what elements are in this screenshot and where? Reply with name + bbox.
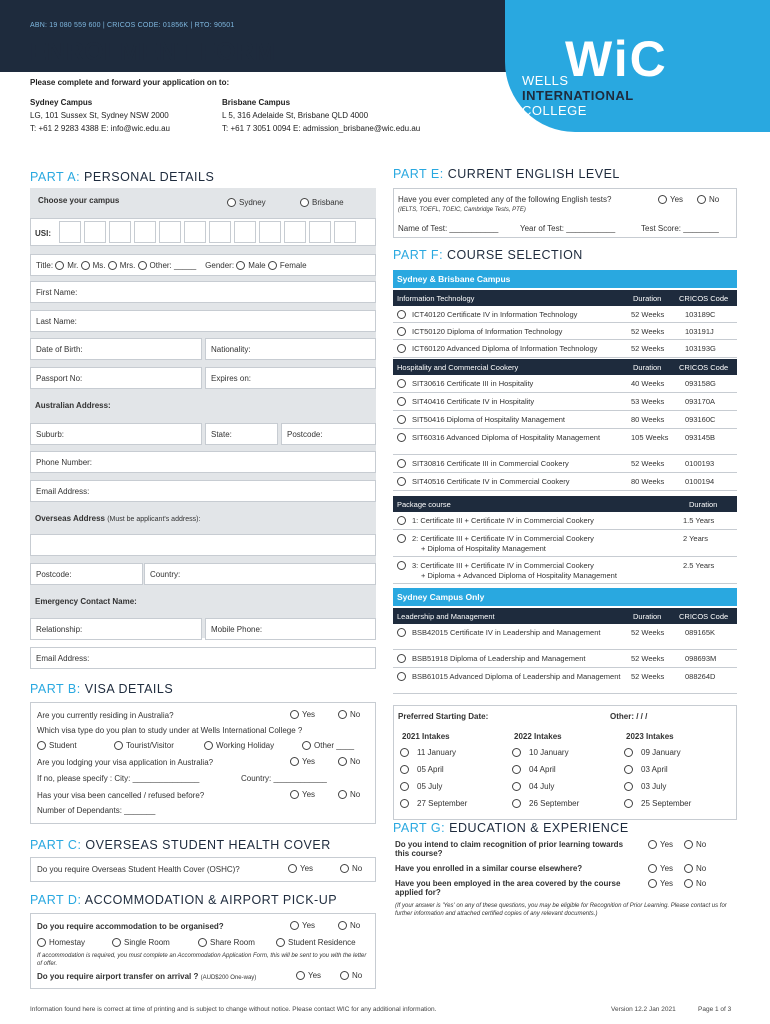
suburb-field[interactable]: Suburb: xyxy=(30,423,202,445)
course-cricos: 089165K xyxy=(685,628,716,637)
passport-field[interactable]: Passport No: xyxy=(30,367,202,389)
intake-year: 2023 Intakes xyxy=(626,732,674,741)
intake-date-radio[interactable]: 25 September xyxy=(624,799,691,808)
course-duration: 105 Weeks xyxy=(631,433,669,442)
oshc-question: Do you require Overseas Student Health Cover (OSHC)? xyxy=(37,865,240,874)
footer-version: Version 12.2 Jan 2021 xyxy=(611,1006,676,1013)
course-name: BSB51918 Diploma of Leadership and Management xyxy=(412,654,586,663)
visa-country-field[interactable]: Country: ____________ xyxy=(241,774,327,783)
course-duration: 52 Weeks xyxy=(631,628,665,637)
part-b-heading: PART B: VISA DETAILS xyxy=(30,682,174,696)
course-duration: 53 Weeks xyxy=(631,397,665,406)
expires-field[interactable]: Expires on: xyxy=(205,367,376,389)
visa-working-radio[interactable]: Working Holiday xyxy=(204,741,274,750)
english-no-radio[interactable]: No xyxy=(697,195,719,204)
course-cricos: 093158G xyxy=(685,379,716,388)
course-duration: 40 Weeks xyxy=(631,379,665,388)
overseas-address-label: Overseas Address (Must be applicant's address): xyxy=(35,514,201,523)
overseas-postcode-field[interactable]: Postcode: xyxy=(30,563,143,585)
course-radio[interactable] xyxy=(397,310,406,319)
course-name: ICT40120 Certificate IV in Information Technology xyxy=(412,310,578,319)
package-name-line2: + Diploma of Hospitality Management xyxy=(421,544,546,553)
course-row[interactable] xyxy=(393,324,737,340)
course-duration: 80 Weeks xyxy=(631,415,665,424)
english-test-list: (IELTS, TOEFL, TOEIC, Cambridge Tests, PTE) xyxy=(398,207,526,213)
usi-input[interactable] xyxy=(56,221,356,243)
logo-mark: WiC xyxy=(565,31,668,87)
course-name: ICT60120 Advanced Diploma of Information Technology xyxy=(412,344,598,353)
relationship-field[interactable]: Relationship: xyxy=(30,618,202,640)
course-duration: 52 Weeks xyxy=(631,459,665,468)
course-name: BSB61015 Advanced Diploma of Leadership and Management xyxy=(412,672,621,681)
abn-line: ABN: 19 080 559 600 | CRICOS CODE: 01856K | RTO: 90501 xyxy=(30,22,235,29)
intake-date-radio[interactable]: 10 January xyxy=(512,748,569,757)
homestay-radio[interactable]: Homestay xyxy=(37,938,85,947)
oshc-no-radio[interactable]: No xyxy=(340,864,362,873)
footer-notice: Information found here is correct at time of printing and is subject to change without notice. Please contact WIC for any additional information. xyxy=(30,1006,437,1013)
city-field[interactable]: If no, please specify : City: _______________ xyxy=(37,774,200,783)
course-duration: 52 Weeks xyxy=(631,672,665,681)
mobile-field[interactable]: Mobile Phone: xyxy=(205,618,376,640)
package-name: 2: Certificate III + Certificate IV in Commercial Cookery xyxy=(412,534,594,543)
logo-international: INTERNATIONAL xyxy=(522,88,634,103)
course-radio[interactable] xyxy=(397,654,406,663)
package-radio[interactable] xyxy=(397,534,406,543)
campus-brisbane-radio[interactable]: Brisbane xyxy=(300,198,344,207)
test-year-field[interactable]: Year of Test: ___________ xyxy=(520,224,616,233)
course-row[interactable] xyxy=(393,456,737,473)
sydney-campus-contact: T: +61 2 9283 4388 E: info@wic.edu.au xyxy=(30,124,170,133)
part-c-heading: PART C: OVERSEAS STUDENT HEALTH COVER xyxy=(30,838,331,852)
course-name: SIT50416 Diploma of Hospitality Management xyxy=(412,415,565,424)
intake-date-radio[interactable]: 05 July xyxy=(400,782,442,791)
lodging-question: Are you lodging your visa application in Australia? xyxy=(37,758,214,767)
course-radio[interactable] xyxy=(397,433,406,442)
package-name: 3: Certificate III + Certificate IV in Commercial Cookery xyxy=(412,561,594,570)
rpl-yes-radio[interactable]: Yes xyxy=(648,840,673,849)
package-duration: 1.5 Years xyxy=(683,516,715,525)
dob-field[interactable]: Date of Birth: xyxy=(30,338,202,360)
residing-no-radio[interactable]: No xyxy=(338,710,360,719)
course-cricos: 103189C xyxy=(685,310,716,319)
emergency-email-field[interactable]: Email Address: xyxy=(30,647,376,669)
employed-question: Have you been employed in the area covered by the course applied for? xyxy=(395,879,621,897)
course-cricos: 093145B xyxy=(685,433,716,442)
airport-no-radio[interactable]: No xyxy=(340,971,362,980)
start-date-label: Preferred Starting Date: xyxy=(398,712,489,721)
course-cricos: 0100193 xyxy=(685,459,715,468)
choose-campus-label: Choose your campus xyxy=(38,196,120,205)
course-cricos: 103193G xyxy=(685,344,716,353)
course-name: ICT50120 Diploma of Information Technology xyxy=(412,327,563,336)
accommodation-yes-radio[interactable]: Yes xyxy=(290,921,315,930)
intake-date-radio[interactable]: 04 July xyxy=(512,782,554,791)
visa-type-question: Which visa type do you plan to study under at Wells International College ? xyxy=(37,726,303,735)
course-row[interactable] xyxy=(393,474,737,491)
package-row[interactable] xyxy=(393,558,737,584)
course-name: SIT60316 Advanced Diploma of Hospitality Management xyxy=(412,433,601,442)
cancelled-yes-radio[interactable]: Yes xyxy=(290,790,315,799)
logo-wells: WELLS xyxy=(522,73,569,88)
mrs-radio[interactable] xyxy=(108,261,117,270)
overseas-address-field[interactable] xyxy=(30,534,376,556)
intake-date-radio[interactable]: 09 January xyxy=(624,748,681,757)
course-duration: 52 Weeks xyxy=(631,654,665,663)
intake-date-radio[interactable]: 27 September xyxy=(400,799,467,808)
similar-yes-radio[interactable]: Yes xyxy=(648,864,673,873)
package-radio[interactable] xyxy=(397,561,406,570)
course-radio[interactable] xyxy=(397,379,406,388)
brisbane-campus-name: Brisbane Campus xyxy=(222,98,291,107)
course-radio[interactable] xyxy=(397,672,406,681)
package-row[interactable] xyxy=(393,531,737,557)
package-radio[interactable] xyxy=(397,516,406,525)
state-field[interactable]: State: xyxy=(205,423,278,445)
intake-date-radio[interactable]: 11 January xyxy=(400,748,456,757)
visa-other-radio[interactable]: Other ____ xyxy=(302,741,354,750)
accommodation-question: Do you require accommodation to be organised? xyxy=(37,922,224,931)
visa-tourist-radio[interactable]: Tourist/Visitor xyxy=(114,741,174,750)
lodging-yes-radio[interactable]: Yes xyxy=(290,757,315,766)
intake-date-radio[interactable]: 03 July xyxy=(624,782,666,791)
other-date-field[interactable]: Other: / / / xyxy=(610,712,648,721)
residing-question: Are you currently residing in Australia? xyxy=(37,711,174,720)
employed-no-radio[interactable]: No xyxy=(684,879,706,888)
rpl-note: (If your answer is 'Yes' on any of these questions, you may be eligible for Recognition of Prior Learning. Please contact us for further information and attached certified copies of any relevant documents.) xyxy=(395,903,727,917)
course-cricos: 103191J xyxy=(685,327,714,336)
course-name: SIT40516 Certificate IV in Commercial Cookery xyxy=(412,477,570,486)
course-cricos: 088264D xyxy=(685,672,716,681)
first-name-field[interactable]: First Name: xyxy=(30,281,376,303)
course-row[interactable] xyxy=(393,341,737,358)
phone-field[interactable]: Phone Number: xyxy=(30,451,376,473)
brisbane-campus-address: L 5, 316 Adelaide St, Brisbane QLD 4000 xyxy=(222,111,369,120)
course-duration: 52 Weeks xyxy=(631,310,665,319)
part-d-heading: PART D: ACCOMMODATION & AIRPORT PICK-UP xyxy=(30,893,338,907)
course-cricos: 093170A xyxy=(685,397,716,406)
logo-college: COLLEGE xyxy=(522,103,587,118)
student-residence-radio[interactable]: Student Residence xyxy=(276,938,356,947)
other-title-radio[interactable] xyxy=(138,261,147,270)
cancelled-question: Has your visa been cancelled / refused before? xyxy=(37,791,205,800)
course-name: SIT40416 Certificate IV in Hospitality xyxy=(412,397,535,406)
mr-radio[interactable] xyxy=(55,261,64,270)
sydney-campus-address: LG, 101 Sussex St, Sydney NSW 2000 xyxy=(30,111,169,120)
female-radio[interactable] xyxy=(268,261,277,270)
intake-year: 2021 Intakes xyxy=(402,732,450,741)
it-header: Information Technology Duration CRICOS Code xyxy=(393,290,737,306)
cancelled-no-radio[interactable]: No xyxy=(338,790,360,799)
form-title: ENROLMENT FORM xyxy=(30,38,276,66)
part-e-heading: PART E: CURRENT ENGLISH LEVEL xyxy=(393,167,620,181)
usi-label: USI: xyxy=(35,229,51,238)
course-row[interactable] xyxy=(393,651,737,668)
ms-radio[interactable] xyxy=(81,261,90,270)
course-duration: 52 Weeks xyxy=(631,344,665,353)
course-row[interactable] xyxy=(393,669,737,694)
english-yes-radio[interactable]: Yes xyxy=(658,195,683,204)
syd-only-bar: Sydney Campus Only xyxy=(393,588,737,606)
intake-date-radio[interactable]: 05 April xyxy=(400,765,444,774)
instruction: Please complete and forward your application on to: xyxy=(30,78,230,87)
rpl-no-radio[interactable]: No xyxy=(684,840,706,849)
course-name: BSB42015 Certificate IV in Leadership and Management xyxy=(412,628,601,637)
footer-page: Page 1 of 3 xyxy=(698,1006,732,1013)
lodging-no-radio[interactable]: No xyxy=(338,757,360,766)
course-row[interactable] xyxy=(393,394,737,411)
course-radio[interactable] xyxy=(397,415,406,424)
intake-date-radio[interactable]: 04 April xyxy=(512,765,556,774)
rpl-question: Do you intend to claim recognition of prior learning towards this course? xyxy=(395,840,624,858)
package-duration: 2 Years xyxy=(683,534,709,543)
course-name: SIT30816 Certificate III in Commercial Cookery xyxy=(412,459,569,468)
package-name: 1: Certificate III + Certificate IV in Commercial Cookery xyxy=(412,516,594,525)
course-cricos: 098693M xyxy=(685,654,717,663)
share-room-radio[interactable]: Share Room xyxy=(198,938,255,947)
course-radio[interactable] xyxy=(397,327,406,336)
test-name-field[interactable]: Name of Test: ___________ xyxy=(398,224,499,233)
intake-year: 2022 Intakes xyxy=(514,732,562,741)
accommodation-no-radio[interactable]: No xyxy=(338,921,360,930)
course-radio[interactable] xyxy=(397,397,406,406)
visa-student-radio[interactable]: Student xyxy=(37,741,77,750)
part-g-heading: PART G: EDUCATION & EXPERIENCE xyxy=(393,821,629,835)
brisbane-campus-contact: T: +61 7 3051 0094 E: admission_brisbane@wic.edu.au xyxy=(222,124,421,133)
similar-no-radio[interactable]: No xyxy=(684,864,706,873)
course-row[interactable] xyxy=(393,376,737,393)
course-row[interactable] xyxy=(393,625,737,650)
course-row[interactable] xyxy=(393,430,737,455)
accommodation-note: If accommodation is required, you must complete an Accommodation Application Form, this will be sent to you with the letter of offer. xyxy=(37,953,367,967)
nationality-field[interactable]: Nationality: xyxy=(205,338,376,360)
course-duration: 52 Weeks xyxy=(631,327,665,336)
course-row[interactable] xyxy=(393,307,737,323)
course-radio[interactable] xyxy=(397,628,406,637)
aus-address-label: Australian Address: xyxy=(35,401,111,410)
sydney-campus-name: Sydney Campus xyxy=(30,98,93,107)
male-radio[interactable] xyxy=(236,261,245,270)
campus-sydney-radio[interactable]: Sydney xyxy=(227,198,266,207)
course-radio[interactable] xyxy=(397,477,406,486)
emergency-contact-label: Emergency Contact Name: xyxy=(35,597,137,606)
hosp-header: Hospitality and Commercial Cookery Duration CRICOS Code xyxy=(393,359,737,375)
package-name-line2: + Diploma + Advanced Diploma of Hospitality Management xyxy=(421,571,617,580)
package-header: Package course Duration xyxy=(393,496,737,512)
part-f-heading: PART F: COURSE SELECTION xyxy=(393,248,583,262)
course-cricos: 093160C xyxy=(685,415,716,424)
lm-header: Leadership and Management Duration CRICOS Code xyxy=(393,608,737,624)
intake-date-radio[interactable]: 26 September xyxy=(512,799,579,808)
english-test-question: Have you ever completed any of the following English tests? xyxy=(398,195,612,204)
course-row[interactable] xyxy=(393,412,737,429)
employed-yes-radio[interactable]: Yes xyxy=(648,879,673,888)
email-field[interactable]: Email Address: xyxy=(30,480,376,502)
airport-question: Do you require airport transfer on arrival ? (AUD$200 One-way) xyxy=(37,972,257,981)
residing-yes-radio[interactable]: Yes xyxy=(290,710,315,719)
syd-bris-bar: Sydney & Brisbane Campus xyxy=(393,270,737,288)
similar-course-question: Have you enrolled in a similar course elsewhere? xyxy=(395,864,583,873)
intake-date-radio[interactable]: 03 April xyxy=(624,765,668,774)
dependants-field[interactable]: Number of Dependants: _______ xyxy=(37,806,156,815)
package-duration: 2.5 Years xyxy=(683,561,715,570)
single-room-radio[interactable]: Single Room xyxy=(112,938,170,947)
package-row[interactable] xyxy=(393,513,737,530)
course-duration: 80 Weeks xyxy=(631,477,665,486)
postcode-field[interactable]: Postcode: xyxy=(281,423,376,445)
airport-yes-radio[interactable]: Yes xyxy=(296,971,321,980)
title-gender-row: Title: Mr. Ms. Mrs. Other: _____ Gender: Male Female xyxy=(30,254,376,276)
last-name-field[interactable]: Last Name: xyxy=(30,310,376,332)
part-a-heading: PART A: PERSONAL DETAILS xyxy=(30,170,215,184)
course-radio[interactable] xyxy=(397,459,406,468)
test-score-field[interactable]: Test Score: ________ xyxy=(641,224,719,233)
course-radio[interactable] xyxy=(397,344,406,353)
oshc-yes-radio[interactable]: Yes xyxy=(288,864,313,873)
course-name: SIT30616 Certificate III in Hospitality xyxy=(412,379,534,388)
country-field[interactable]: Country: xyxy=(144,563,376,585)
course-cricos: 0100194 xyxy=(685,477,715,486)
